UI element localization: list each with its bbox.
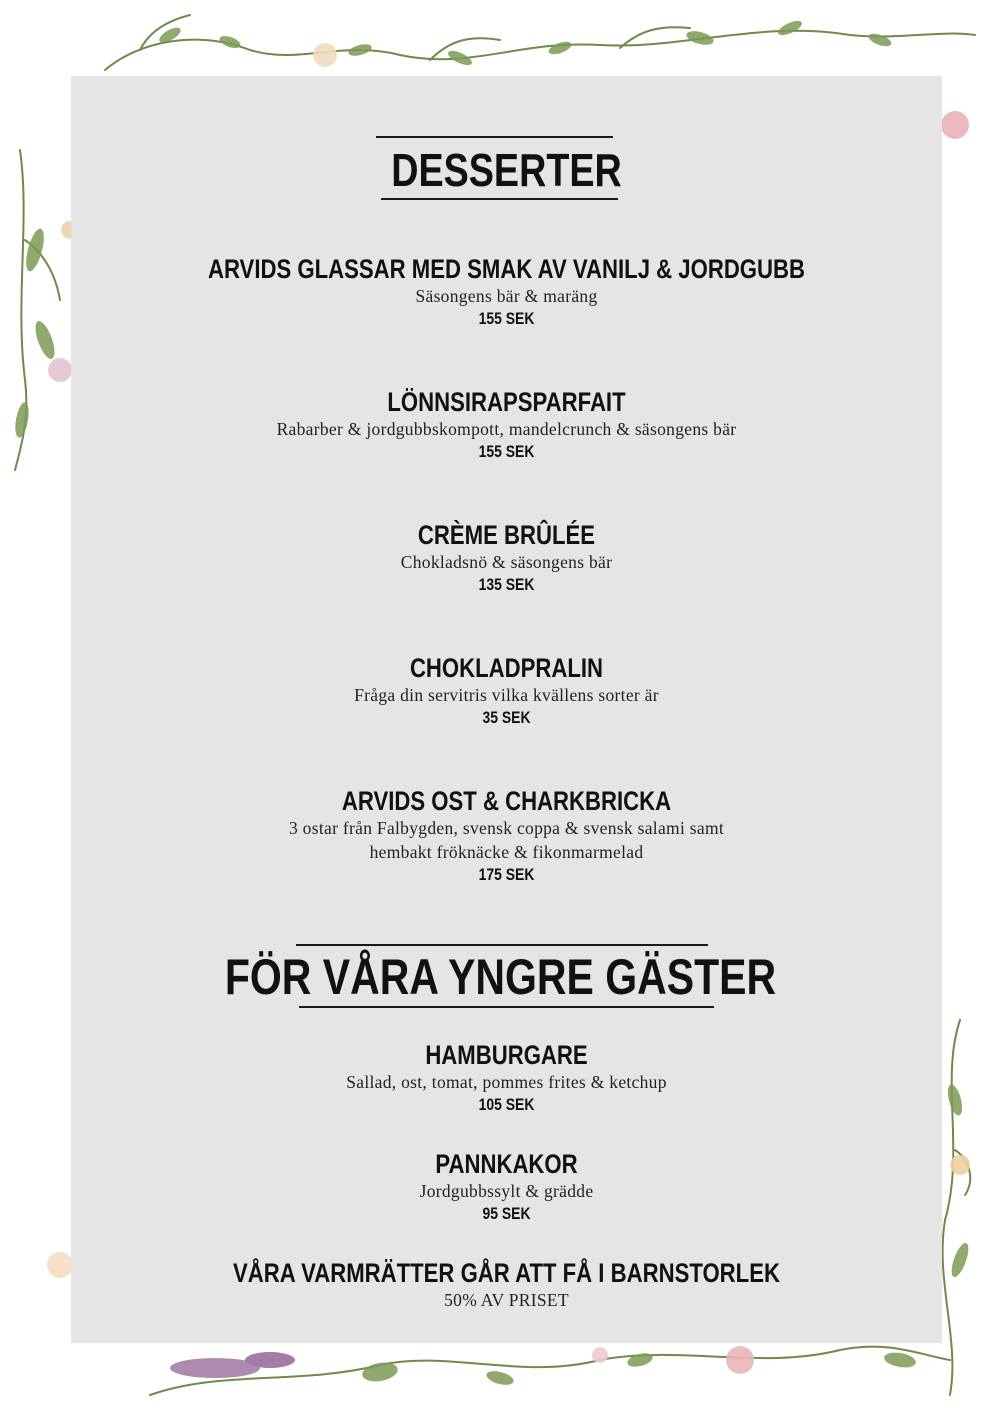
item-description: Rabarber & jordgubbskompott, mandelcrunch & säsongens bär [276,419,737,439]
item-price: 105 SEK [478,1095,535,1114]
menu-item [71,254,942,330]
item-description: Fråga din servitris vilka kvällens sorter är [354,685,659,705]
section-rule-top [296,944,708,946]
item-name: VÅRA VARMRÄTTER GÅR ATT FÅ I BARNSTORLEK [233,1258,780,1288]
item-name: ARVIDS GLASSAR MED SMAK AV VANILJ & JORDGUBB [207,254,806,284]
menu-item [71,653,942,729]
menu-item [71,1149,942,1225]
item-description: Jordgubbssylt & grädde [419,1181,594,1201]
menu-item [71,1258,942,1312]
item-price: 155 SEK [478,309,535,328]
menu-card [71,76,942,1343]
item-description: 3 ostar från Falbygden, svensk coppa & svensk salami samt [288,818,725,838]
section-title-desserts: DESSERTER [391,144,622,196]
section-rule-bottom [299,1006,714,1008]
item-name: CRÈME BRÛLÉE [417,520,596,550]
section-rule-bottom [381,198,618,200]
menu-item [71,1040,942,1116]
menu-item [71,786,942,886]
section-rule-top [376,136,613,138]
item-price: 155 SEK [478,442,535,461]
item-name: CHOKLADPRALIN [409,653,604,683]
section-title-kids: FÖR VÅRA YNGRE GÄSTER [224,949,777,1005]
menu-item [71,520,942,596]
item-description: Chokladsnö & säsongens bär [400,552,613,572]
item-name: LÖNNSIRAPSPARFAIT [387,387,626,417]
item-description: Säsongens bär & maräng [415,286,598,306]
item-price: 175 SEK [478,865,535,884]
menu-item [71,387,942,463]
item-description: 50% AV PRISET [444,1290,569,1310]
item-price: 35 SEK [482,708,531,727]
item-price: 135 SEK [478,575,535,594]
item-price: 95 SEK [482,1204,531,1223]
item-name: HAMBURGARE [425,1040,588,1070]
item-description-line-2: hembakt fröknäcke & fikonmarmelad [369,842,644,862]
item-name: PANNKAKOR [435,1149,578,1179]
item-description: Sallad, ost, tomat, pommes frites & ketchup [346,1072,667,1092]
item-name: ARVIDS OST & CHARKBRICKA [341,786,672,816]
